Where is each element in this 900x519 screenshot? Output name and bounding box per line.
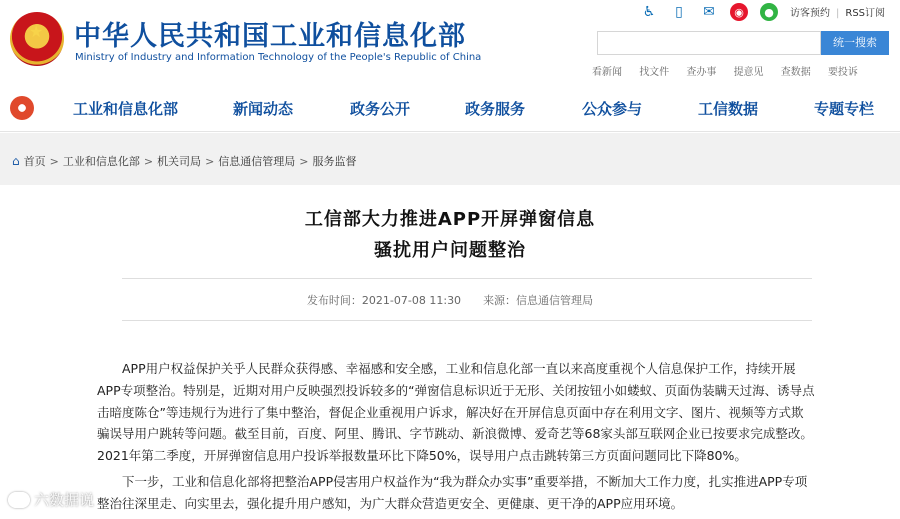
site-header [0, 0, 900, 86]
rss-link[interactable]: RSS订阅 [845, 8, 886, 19]
nav-item-news[interactable]: 新闻动态 [233, 100, 294, 118]
divider [122, 320, 812, 321]
quick-link-services[interactable]: 查办事 [686, 67, 717, 78]
nav-item-public-participation[interactable]: 公众参与 [582, 100, 643, 118]
article-source: 来源：信息通信管理局 [483, 294, 594, 307]
breadcrumb-telecom-bureau[interactable]: 信息通信管理局 [218, 155, 296, 168]
breadcrumb-departments[interactable]: 机关司局 [157, 155, 202, 168]
nav-item-gov-services[interactable]: 政务服务 [465, 100, 526, 118]
accessibility-icon[interactable]: ♿ [642, 4, 656, 20]
main-nav [0, 86, 900, 132]
watermark: 六数据说 [8, 489, 94, 510]
nav-item-miit[interactable]: 工业和信息化部 [73, 100, 179, 118]
top-icon-bar [640, 2, 790, 22]
site-title[interactable]: 中华人民共和国工业和信息化部 [74, 21, 466, 52]
article-title-line2: 骚扰用户问题整治 [374, 240, 526, 261]
nav-item-data[interactable]: 工信数据 [698, 100, 759, 118]
mobile-icon[interactable]: ▯ [675, 4, 683, 20]
quick-link-news[interactable]: 看新闻 [592, 67, 622, 78]
quick-link-documents[interactable]: 找文件 [639, 67, 670, 78]
mail-icon[interactable]: ✉ [703, 4, 715, 20]
weibo-icon[interactable]: ◉ [730, 3, 748, 21]
publish-time: 发布时间：2021-07-08 11:30 [306, 294, 462, 307]
nav-item-special-topics[interactable]: 专题专栏 [814, 100, 875, 118]
visit-booking-link[interactable]: 访客预约 [790, 8, 830, 19]
search-input[interactable] [597, 31, 821, 55]
article-title-line1: 工信部大力推进APP开屏弹窗信息 [304, 209, 596, 230]
divider [122, 278, 812, 279]
breadcrumb-miit[interactable]: 工业和信息化部 [62, 155, 140, 168]
breadcrumb: ⌂ 首页 > 工业和信息化部 > 机关司局 > 信息通信管理局 > 服务监督 [12, 154, 357, 168]
article-paragraph: APP用户权益保护关乎人民群众获得感、幸福感和安全感，工业和信息化部一直以来高度重视个人信息保护工作，持续开展APP专项整治。特别是，近期对用户反映强烈投诉较多的“弹窗信息标识近于无形、关闭按钮小如蝼蚁、页面伪装瞒天过海、诱导点击暗度陈仓”等违规行为进行了集中整治，督促企业重视用户诉求，解决好在开屏信息页面中存在利用文字、图片、视频等方式欺骗误导用户跳转等问题。截至目前，百度、阿里、腾讯、字节跳动、新浪微博、爱奇艺等68家头部互联网企业已按要求完成整改。2021年第二季度，开屏弹窗信息用户投诉举报数量环比下降50%，误导用户点击跳转第三方页面问题同比下降80%。 [97, 361, 815, 464]
nav-logo-icon[interactable] [10, 96, 34, 120]
wechat-icon[interactable]: ● [760, 3, 778, 21]
top-links: 访客预约 | RSS订阅 [790, 8, 886, 19]
article-meta [0, 292, 900, 308]
quick-link-feedback[interactable]: 提意见 [733, 67, 764, 78]
national-emblem-logo[interactable] [10, 12, 64, 66]
quick-link-complaint[interactable]: 要投诉 [827, 67, 858, 78]
breadcrumb-service-supervision[interactable]: 服务监督 [312, 155, 357, 168]
nav-item-gov-affairs-public[interactable]: 政务公开 [350, 100, 411, 118]
search-button[interactable]: 统一搜索 [821, 31, 889, 55]
home-icon[interactable]: ⌂ [12, 154, 20, 168]
site-subtitle: Ministry of Industry and Information Technology of the People's Republic of China [75, 52, 482, 63]
breadcrumb-home[interactable]: 首页 [23, 155, 46, 168]
star-icon: ★ [29, 22, 44, 41]
quick-links [592, 63, 872, 78]
article-paragraph: 下一步，工业和信息化部将把整治APP侵害用户权益作为“我为群众办实事”重要举措，不断加大工作力度，扎实推进APP专项整治往深里走、向实里去，强化提升用户感知，为广大群众营造更安全、更健康、更干净的APP应用环境。 [97, 474, 808, 511]
chat-bubble-icon [8, 492, 30, 508]
quick-link-data[interactable]: 查数据 [780, 67, 811, 78]
